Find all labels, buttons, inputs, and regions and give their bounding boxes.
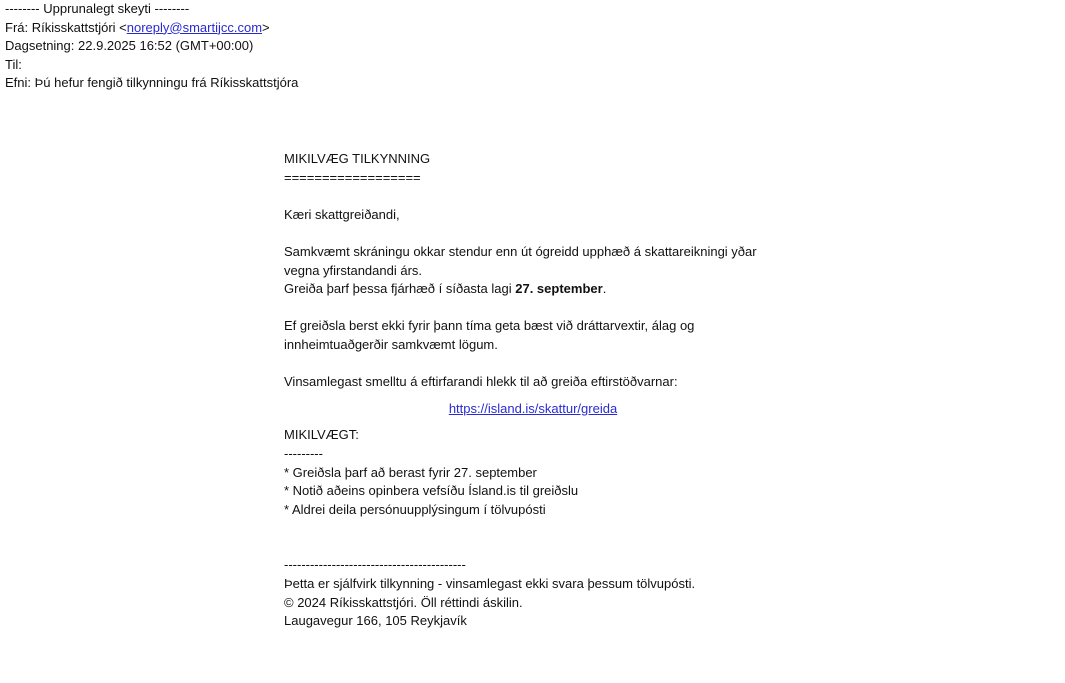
- notice-title-rule: ==================: [284, 169, 421, 185]
- paragraph-1-line-3: [284, 280, 804, 299]
- important-rule: ---------: [284, 445, 323, 461]
- bullet-item: * Notið aðeins opinbera vefsíðu Ísland.is til greiðslu: [284, 483, 579, 499]
- deadline-period: .: [602, 281, 607, 297]
- forwarded-header: [5, 0, 298, 93]
- notice-title: MIKILVÆG TILKYNNING: [284, 151, 431, 166]
- original-message-divider: -------- Upprunalegt skeyti --------: [5, 1, 190, 16]
- paragraph-1-line-1: Samkvæmt skráningu okkar stendur enn út ógreidd upphæð á skattareikningi yðar: [284, 243, 757, 259]
- payment-link[interactable]: https://island.is/skattur/greida: [448, 400, 618, 416]
- footer-rule: ------------------------------------------: [284, 557, 466, 573]
- date-line: [5, 37, 298, 56]
- deadline-text: Greiða þarf þessa fjárhæð í síðasta lagi: [284, 281, 512, 297]
- footer-note: Þetta er sjálfvirk tilkynning - vinsamlegast ekki svara þessum tölvupósti.: [284, 576, 696, 592]
- copyright: © 2024 Ríkisskattstjóri. Öll réttindi áskilin.: [284, 594, 523, 610]
- deadline-date: 27. september: [515, 281, 603, 297]
- paragraph-1-line-2: vegna yfirstandandi árs.: [284, 262, 423, 278]
- subject-value: Þú hefur fengið tilkynningu frá Ríkisskattstjóra: [34, 75, 299, 91]
- from-close-bracket: >: [262, 19, 270, 35]
- paragraph-2-line-2: innheimtuaðgerðir samkvæmt lögum.: [284, 336, 498, 352]
- important-label: MIKILVÆGT:: [284, 427, 359, 443]
- bullet-item: * Greiðsla þarf að berast fyrir 27. september: [284, 464, 537, 480]
- subject-line: [5, 74, 298, 93]
- paragraph-3: Vinsamlegast smelltu á eftirfarandi hlekk til að greiða eftirstöðvarnar:: [284, 374, 678, 390]
- to-label: Til:: [5, 56, 22, 72]
- greeting: Kæri skattgreiðandi,: [284, 206, 400, 222]
- paragraph-2-line-1: Ef greiðsla berst ekki fyrir þann tíma geta bæst við dráttarvextir, álag og: [284, 318, 695, 334]
- subject-label: Efni:: [5, 75, 32, 91]
- date-label: Dagsetning:: [5, 38, 75, 54]
- from-open-bracket: <: [119, 19, 127, 35]
- bullet-item: * Aldrei deila persónuupplýsingum í tölvupósti: [284, 501, 546, 517]
- message-body: [284, 150, 804, 631]
- to-line: [5, 56, 298, 75]
- from-label: Frá:: [5, 19, 29, 35]
- address: Laugavegur 166, 105 Reykjavík: [284, 613, 467, 629]
- from-name: Ríkisskattstjóri: [31, 19, 116, 35]
- from-email-link[interactable]: noreply@smartijcc.com: [126, 19, 263, 35]
- date-value: 22.9.2025 16:52 (GMT+00:00): [78, 38, 254, 54]
- from-line: [5, 19, 298, 38]
